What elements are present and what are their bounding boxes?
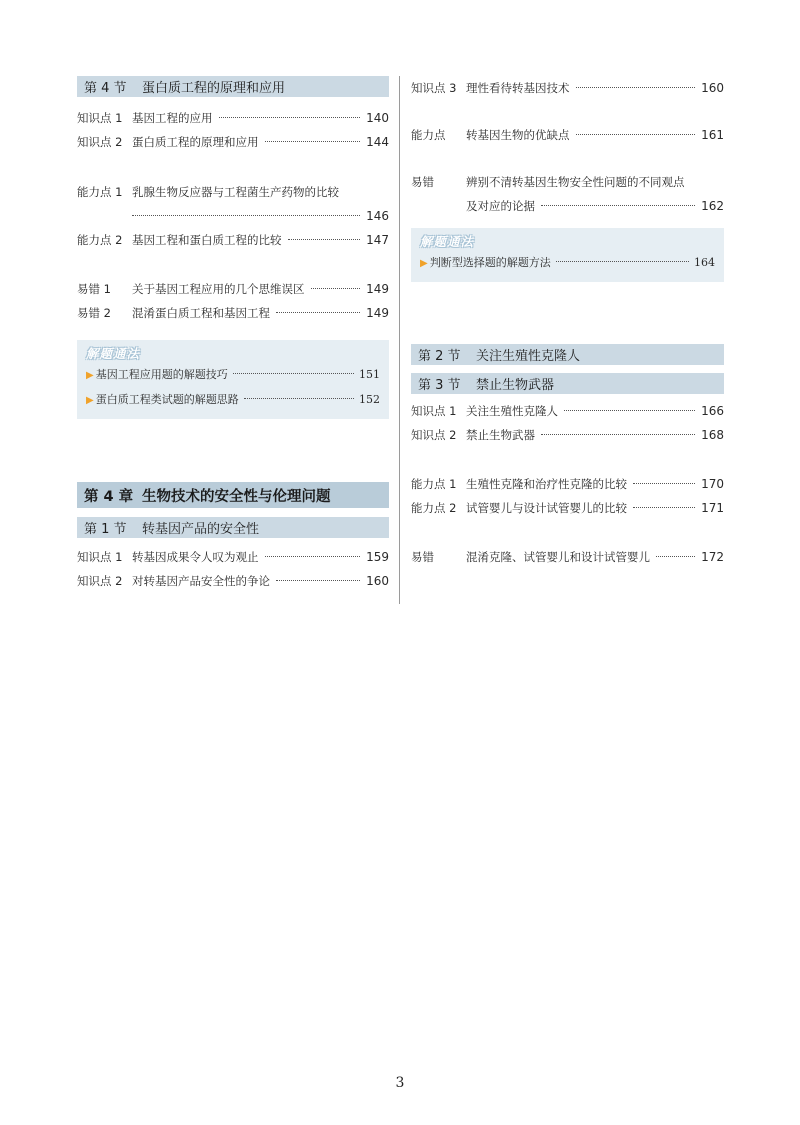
- chapter-title: 生物技术的安全性与伦理问题: [142, 488, 331, 505]
- entry-page: 147: [366, 233, 389, 247]
- chapter-number: 第 4 章: [84, 488, 134, 505]
- entry-page: 168: [701, 428, 724, 442]
- triangle-arrow-icon: ▶: [420, 258, 428, 269]
- method-page: 152: [359, 393, 380, 406]
- entry-page: 159: [366, 550, 389, 564]
- toc-entry[interactable]: [77, 228, 389, 252]
- method-text: 基因工程应用题的解题技巧: [95, 368, 228, 381]
- method-box: [411, 228, 724, 282]
- leader-dots: [311, 288, 361, 289]
- right-column: [411, 76, 724, 569]
- entry-text: 对转基因产品安全性的争论: [132, 574, 270, 588]
- entry-page: 172: [701, 550, 724, 564]
- leader-dots: [276, 312, 360, 313]
- leader-dots: [576, 87, 696, 88]
- entry-label: 知识点 3: [411, 81, 457, 95]
- entry-text: 转基因生物的优缺点: [466, 128, 570, 142]
- entry-label: 易错 1: [77, 282, 111, 296]
- leader-dots: [265, 556, 361, 557]
- method-box: [77, 340, 389, 419]
- toc-entry[interactable]: [77, 106, 389, 130]
- leader-dots: [556, 261, 689, 262]
- section-2-header[interactable]: [411, 344, 724, 365]
- toc-entry-continuation[interactable]: [411, 194, 724, 218]
- entry-label: 能力点 1: [77, 185, 123, 199]
- leader-dots: [265, 141, 361, 142]
- toc-entry[interactable]: [77, 569, 389, 593]
- leader-dots: [233, 373, 354, 374]
- entry-page: 146: [366, 209, 389, 223]
- entry-text: 辨别不清转基因生物安全性问题的不同观点: [466, 175, 685, 189]
- entry-text: 蛋白质工程的原理和应用: [132, 135, 259, 149]
- leader-dots: [219, 117, 361, 118]
- triangle-arrow-icon: ▶: [86, 370, 94, 381]
- leader-dots: [541, 205, 695, 206]
- entry-text: 禁止生物武器: [466, 428, 535, 442]
- entry-page: 166: [701, 404, 724, 418]
- method-box-title: 解题通法: [86, 346, 141, 361]
- entry-label: 易错: [411, 175, 434, 189]
- method-item[interactable]: [420, 250, 715, 275]
- toc-entry[interactable]: [411, 472, 724, 496]
- column-divider: [399, 76, 400, 604]
- entry-text: 试管婴儿与设计试管婴儿的比较: [466, 501, 627, 515]
- method-page: 164: [694, 256, 715, 269]
- entry-text: 基因工程的应用: [132, 111, 213, 125]
- entry-label: 知识点 1: [77, 550, 123, 564]
- entry-text: 混淆克隆、试管婴儿和设计试管婴儿: [466, 550, 650, 564]
- method-text: 判断型选择题的解题方法: [429, 256, 551, 269]
- section-3-header[interactable]: [411, 373, 724, 394]
- triangle-arrow-icon: ▶: [86, 395, 94, 406]
- leader-dots: [656, 556, 695, 557]
- method-box-title: 解题通法: [420, 234, 475, 249]
- section-number: 第 2 节: [418, 349, 461, 364]
- entry-label: 知识点 1: [77, 111, 123, 125]
- method-text: 蛋白质工程类试题的解题思路: [95, 393, 239, 406]
- toc-entry[interactable]: [411, 399, 724, 423]
- section-title: 关注生殖性克隆人: [476, 349, 581, 364]
- entry-page: 149: [366, 306, 389, 320]
- toc-entry[interactable]: [77, 277, 389, 301]
- entry-page: 149: [366, 282, 389, 296]
- entry-text: 基因工程和蛋白质工程的比较: [132, 233, 282, 247]
- entry-page: 161: [701, 128, 724, 142]
- toc-entry[interactable]: [77, 130, 389, 154]
- entry-text: 及对应的论据: [466, 199, 535, 213]
- entry-label: 能力点 1: [411, 477, 457, 491]
- entry-label: 知识点 1: [411, 404, 457, 418]
- section-title: 禁止生物武器: [476, 378, 555, 393]
- section-title: 转基因产品的安全性: [142, 522, 260, 537]
- leader-dots: [541, 434, 695, 435]
- section-number: 第 1 节: [84, 522, 127, 537]
- page-number: 3: [395, 1075, 405, 1091]
- section-number: 第 3 节: [418, 378, 461, 393]
- section-number: 第 4 节: [84, 81, 127, 96]
- method-page: 151: [359, 368, 380, 381]
- entry-label: 知识点 2: [77, 574, 123, 588]
- leader-dots: [564, 410, 695, 411]
- leader-dots: [288, 239, 361, 240]
- section-1-header[interactable]: [77, 517, 389, 538]
- entry-label: 知识点 2: [411, 428, 457, 442]
- method-item[interactable]: [86, 362, 380, 387]
- method-item[interactable]: [86, 387, 380, 412]
- leader-dots: [132, 215, 360, 216]
- entry-page: 162: [701, 199, 724, 213]
- entry-label: 能力点: [411, 128, 446, 142]
- leader-dots: [276, 580, 360, 581]
- leader-dots: [633, 507, 695, 508]
- toc-entry-continuation[interactable]: [77, 204, 389, 228]
- section-title: 蛋白质工程的原理和应用: [142, 81, 286, 96]
- toc-entry[interactable]: [411, 123, 724, 147]
- entry-page: 171: [701, 501, 724, 515]
- entry-page: 160: [701, 81, 724, 95]
- entry-page: 160: [366, 574, 389, 588]
- entry-page: 170: [701, 477, 724, 491]
- toc-entry[interactable]: [411, 545, 724, 569]
- entry-text: 理性看待转基因技术: [466, 81, 570, 95]
- section-4-header[interactable]: [77, 76, 389, 97]
- entry-label: 能力点 2: [77, 233, 123, 247]
- toc-entry[interactable]: [77, 180, 389, 204]
- entry-text: 关注生殖性克隆人: [466, 404, 558, 418]
- leader-dots: [244, 398, 354, 399]
- chapter-4-header[interactable]: [77, 482, 389, 508]
- toc-entry[interactable]: [77, 545, 389, 569]
- entry-text: 转基因成果令人叹为观止: [132, 550, 259, 564]
- toc-entry[interactable]: [411, 496, 724, 520]
- toc-entry[interactable]: [411, 423, 724, 447]
- left-column: [77, 76, 389, 593]
- entry-label: 易错: [411, 550, 434, 564]
- entry-page: 144: [366, 135, 389, 149]
- entry-label: 能力点 2: [411, 501, 457, 515]
- entry-text: 混淆蛋白质工程和基因工程: [132, 306, 270, 320]
- entry-text: 生殖性克隆和治疗性克隆的比较: [466, 477, 627, 491]
- toc-entry[interactable]: [411, 170, 724, 194]
- leader-dots: [576, 134, 696, 135]
- entry-label: 易错 2: [77, 306, 111, 320]
- toc-entry[interactable]: [411, 76, 724, 100]
- toc-entry[interactable]: [77, 301, 389, 325]
- entry-label: 知识点 2: [77, 135, 123, 149]
- leader-dots: [633, 483, 695, 484]
- entry-page: 140: [366, 111, 389, 125]
- entry-text: 关于基因工程应用的几个思维误区: [132, 282, 305, 296]
- entry-text: 乳腺生物反应器与工程菌生产药物的比较: [132, 185, 339, 199]
